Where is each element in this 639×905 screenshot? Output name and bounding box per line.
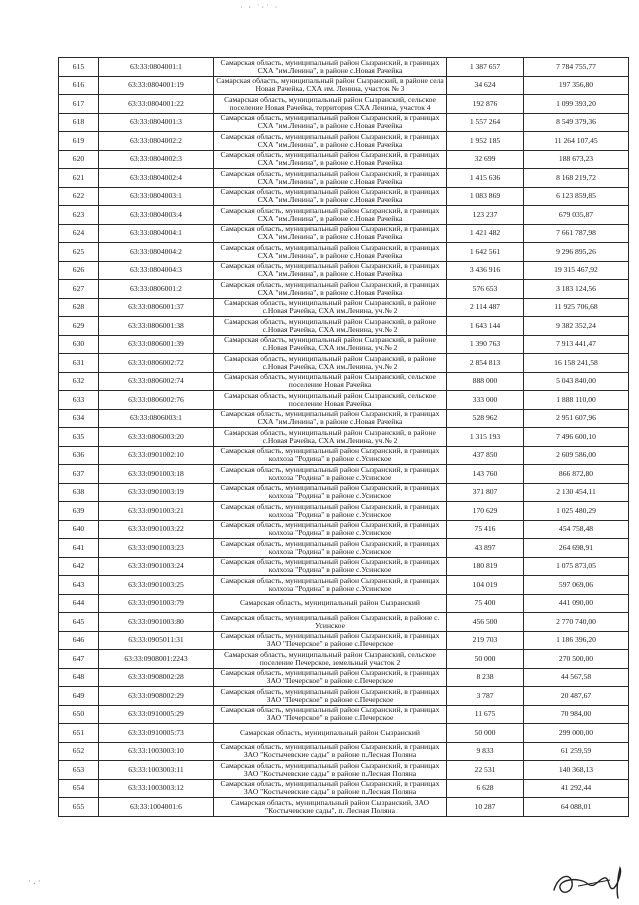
row-number-cell: 643	[59, 576, 99, 595]
cadastral-value-cell: 188 673,23	[524, 150, 629, 169]
cadastral-value-cell: 7 496 600,10	[524, 428, 629, 447]
area-cell: 143 760	[447, 465, 524, 484]
cadastral-number-cell: 63:33:0804001:1	[99, 58, 214, 77]
cadastral-number-cell: 63:33:0901003:23	[99, 539, 214, 558]
area-cell: 1 952 185	[447, 132, 524, 151]
table-row	[59, 520, 629, 539]
address-cell: Самарская область, муниципальный район Сызранский, в границах СХА "им.Ленина", в районе с.Новая Рачейка	[214, 58, 447, 77]
cadastral-number-cell: 63:33:0806003:1	[99, 409, 214, 428]
table-row	[59, 483, 629, 502]
cadastral-value-cell: 197 356,80	[524, 76, 629, 95]
area-cell: 1 387 657	[447, 58, 524, 77]
cadastral-number-cell: 63:33:0806001:39	[99, 335, 214, 354]
address-cell: Самарская область, муниципальный район Сызранский, сельское поселение Печерское, земельный участок 2	[214, 650, 447, 669]
cadastral-value-cell: 2 609 586,00	[524, 446, 629, 465]
address-cell: Самарская область, муниципальный район Сызранский, в границах СХА "им.Ленина", в районе с.Новая Рачейка	[214, 187, 447, 206]
cadastral-value-cell: 6 123 859,85	[524, 187, 629, 206]
cadastral-number-cell: 63:33:0804004:1	[99, 224, 214, 243]
cadastral-number-cell: 63:33:1004001:6	[99, 798, 214, 817]
table-row	[59, 58, 629, 77]
row-number-cell: 619	[59, 132, 99, 151]
scan-artifacts: · ⸱ ˙·˙ ·	[240, 3, 280, 12]
row-number-cell: 630	[59, 335, 99, 354]
table-row	[59, 613, 629, 632]
address-cell: Самарская область, муниципальный район Сызранский, в границах колхоза "Родина" в районе с.Усинское	[214, 502, 447, 521]
area-cell: 6 628	[447, 779, 524, 798]
area-cell: 192 876	[447, 95, 524, 114]
cadastral-number-cell: 63:33:0901003:21	[99, 502, 214, 521]
address-cell: Самарская область, муниципальный район Сызранский, в границах СХА "им.Ленина", в районе с.Новая Рачейка	[214, 132, 447, 151]
table-row	[59, 76, 629, 95]
table-row	[59, 687, 629, 706]
address-cell: Самарская область, муниципальный район Сызранский, в границах СХА "им.Ленина", в районе с.Новая Рачейка	[214, 243, 447, 262]
row-number-cell: 624	[59, 224, 99, 243]
address-cell: Самарская область, муниципальный район Сызранский, в границах колхоза "Родина" в районе с.Усинское	[214, 576, 447, 595]
cadastral-value-cell: 1 099 393,20	[524, 95, 629, 114]
area-cell: 9 833	[447, 742, 524, 761]
cadastral-value-cell: 1 025 480,29	[524, 502, 629, 521]
table-row	[59, 742, 629, 761]
row-number-cell: 648	[59, 668, 99, 687]
address-cell: Самарская область, муниципальный район Сызранский, в границах СХА "им.Ленина", в районе с.Новая Рачейка	[214, 261, 447, 280]
cadastral-number-cell: 63:33:1003003:10	[99, 742, 214, 761]
table-row	[59, 409, 629, 428]
row-number-cell: 652	[59, 742, 99, 761]
area-cell: 1 643 144	[447, 317, 524, 336]
area-cell: 75 416	[447, 520, 524, 539]
row-number-cell: 644	[59, 594, 99, 613]
table-row	[59, 557, 629, 576]
area-cell: 22 531	[447, 761, 524, 780]
address-cell: Самарская область, муниципальный район Сызранский, в границах ЗАО "Печерское" в районе с.Печерское	[214, 687, 447, 706]
area-cell: 50 000	[447, 724, 524, 743]
cadastral-number-cell: 63:33:0905011:31	[99, 631, 214, 650]
cadastral-value-cell: 264 698,91	[524, 539, 629, 558]
cadastral-number-cell: 63:33:0804004:2	[99, 243, 214, 262]
area-cell: 10 287	[447, 798, 524, 817]
row-number-cell: 647	[59, 650, 99, 669]
cadastral-value-cell: 597 069,06	[524, 576, 629, 595]
address-cell: Самарская область, муниципальный район Сызранский, в районе с. Усинское	[214, 613, 447, 632]
cadastral-number-cell: 63:33:0804004:3	[99, 261, 214, 280]
row-number-cell: 631	[59, 354, 99, 373]
row-number-cell: 635	[59, 428, 99, 447]
table-row	[59, 594, 629, 613]
scan-artifacts-bottom: · . ·	[28, 876, 41, 886]
cadastral-value-cell: 7 661 787,98	[524, 224, 629, 243]
address-cell: Самарская область, муниципальный район Сызранский, в районе с.Новая Рачейка, СХА им.Ленина, уч.№ 2	[214, 428, 447, 447]
cadastral-value-cell: 140 368,13	[524, 761, 629, 780]
table-row	[59, 798, 629, 817]
row-number-cell: 654	[59, 779, 99, 798]
address-cell: Самарская область, муниципальный район Сызранский, в границах СХА "им.Ленина", в районе с.Новая Рачейка	[214, 224, 447, 243]
address-cell: Самарская область, муниципальный район Сызранский, в границах колхоза "Родина" в районе с.Усинское	[214, 483, 447, 502]
table-body	[59, 58, 629, 817]
cadastral-value-cell: 270 500,00	[524, 650, 629, 669]
cadastral-value-cell: 1 075 873,05	[524, 557, 629, 576]
row-number-cell: 655	[59, 798, 99, 817]
cadastral-number-cell: 63:33:0901003:79	[99, 594, 214, 613]
address-cell: Самарская область, муниципальный район Сызранский, в границах ЗАО "Костычевские сады" в районе п.Лесная Поляна	[214, 779, 447, 798]
cadastral-number-cell: 63:33:0806002:72	[99, 354, 214, 373]
cadastral-value-cell: 64 088,01	[524, 798, 629, 817]
area-cell: 34 624	[447, 76, 524, 95]
cadastral-value-cell: 1 186 396,20	[524, 631, 629, 650]
row-number-cell: 641	[59, 539, 99, 558]
address-cell: Самарская область, муниципальный район Сызранский, в границах ЗАО "Печерское" в районе с.Печерское	[214, 631, 447, 650]
area-cell: 219 703	[447, 631, 524, 650]
cadastral-value-cell: 454 758,48	[524, 520, 629, 539]
cadastral-value-cell: 70 984,00	[524, 705, 629, 724]
cadastral-number-cell: 63:33:0806003:20	[99, 428, 214, 447]
cadastral-number-cell: 63:33:0804002:3	[99, 150, 214, 169]
table-row	[59, 631, 629, 650]
table-row	[59, 243, 629, 262]
row-number-cell: 615	[59, 58, 99, 77]
area-cell: 576 653	[447, 280, 524, 299]
area-cell: 8 238	[447, 668, 524, 687]
address-cell: Самарская область, муниципальный район Сызранский, в районе с.Новая Рачейка, СХА им.Ленина, уч.№ 2	[214, 298, 447, 317]
row-number-cell: 626	[59, 261, 99, 280]
area-cell: 437 850	[447, 446, 524, 465]
area-cell: 3 787	[447, 687, 524, 706]
table-row	[59, 298, 629, 317]
area-cell: 50 000	[447, 650, 524, 669]
address-cell: Самарская область, муниципальный район Сызранский, в границах СХА "им.Ленина", в районе с.Новая Рачейка	[214, 150, 447, 169]
cadastral-number-cell: 63:33:0804001:3	[99, 113, 214, 132]
table-row	[59, 724, 629, 743]
handwritten-signature	[548, 862, 630, 902]
address-cell: Самарская область, муниципальный район Сызранский, в границах колхоза "Родина" в районе с.Усинское	[214, 465, 447, 484]
table-row	[59, 446, 629, 465]
land-plots-table	[58, 57, 629, 817]
row-number-cell: 622	[59, 187, 99, 206]
table-row	[59, 280, 629, 299]
cadastral-number-cell: 63:33:0908002:28	[99, 668, 214, 687]
cadastral-number-cell: 63:33:0901003:22	[99, 520, 214, 539]
cadastral-value-cell: 20 487,67	[524, 687, 629, 706]
area-cell: 1 083 869	[447, 187, 524, 206]
cadastral-number-cell: 63:33:0804003:4	[99, 206, 214, 225]
area-cell: 1 557 264	[447, 113, 524, 132]
area-cell: 1 390 763	[447, 335, 524, 354]
cadastral-value-cell: 8 168 219,72	[524, 169, 629, 188]
cadastral-number-cell: 63:33:0806002:74	[99, 372, 214, 391]
cadastral-number-cell: 63:33:0806001:2	[99, 280, 214, 299]
cadastral-number-cell: 63:33:0804002:4	[99, 169, 214, 188]
table-row	[59, 391, 629, 410]
cadastral-number-cell: 63:33:0901003:80	[99, 613, 214, 632]
cadastral-number-cell: 63:33:0806001:37	[99, 298, 214, 317]
cadastral-value-cell: 7 784 755,77	[524, 58, 629, 77]
area-cell: 170 629	[447, 502, 524, 521]
table-row	[59, 779, 629, 798]
row-number-cell: 616	[59, 76, 99, 95]
cadastral-number-cell: 63:33:0804003:1	[99, 187, 214, 206]
cadastral-number-cell: 63:33:1003003:11	[99, 761, 214, 780]
table-row	[59, 650, 629, 669]
table-row	[59, 95, 629, 114]
table-row	[59, 317, 629, 336]
table-row	[59, 206, 629, 225]
cadastral-value-cell: 5 043 840,00	[524, 372, 629, 391]
cadastral-number-cell: 63:33:0901002:10	[99, 446, 214, 465]
address-cell: Самарская область, муниципальный район Сызранский, в границах ЗАО "Костычевские сады" в районе п.Лесная Поляна	[214, 761, 447, 780]
area-cell: 104 019	[447, 576, 524, 595]
row-number-cell: 620	[59, 150, 99, 169]
address-cell: Самарская область, муниципальный район Сызранский, в границах СХА "им.Ленина", в районе с.Новая Рачейка	[214, 280, 447, 299]
cadastral-value-cell: 9 296 895,26	[524, 243, 629, 262]
table-row	[59, 150, 629, 169]
area-cell: 371 807	[447, 483, 524, 502]
address-cell: Самарская область, муниципальный район Сызранский, сельское поселение Новая Рачейка	[214, 391, 447, 410]
row-number-cell: 642	[59, 557, 99, 576]
table-row	[59, 224, 629, 243]
table-row	[59, 113, 629, 132]
cadastral-value-cell: 19 315 467,92	[524, 261, 629, 280]
area-cell: 1 421 482	[447, 224, 524, 243]
table-row	[59, 372, 629, 391]
table-row	[59, 428, 629, 447]
cadastral-value-cell: 3 183 124,56	[524, 280, 629, 299]
area-cell: 1 415 636	[447, 169, 524, 188]
cadastral-value-cell: 11 925 706,68	[524, 298, 629, 317]
cadastral-value-cell: 8 549 379,36	[524, 113, 629, 132]
table-row	[59, 539, 629, 558]
table-row	[59, 169, 629, 188]
cadastral-number-cell: 63:33:1003003:12	[99, 779, 214, 798]
cadastral-number-cell: 63:33:0806002:76	[99, 391, 214, 410]
address-cell: Самарская область, муниципальный район Сызранский, в районе с.Новая Рачейка, СХА им.Ленина, уч.№ 2	[214, 317, 447, 336]
cadastral-number-cell: 63:33:0901003:24	[99, 557, 214, 576]
area-cell: 3 436 916	[447, 261, 524, 280]
cadastral-number-cell: 63:33:0910005:29	[99, 705, 214, 724]
area-cell: 75 400	[447, 594, 524, 613]
address-cell: Самарская область, муниципальный район Сызранский, в границах колхоза "Родина" в районе с.Усинское	[214, 520, 447, 539]
cadastral-value-cell: 11 264 107,45	[524, 132, 629, 151]
address-cell: Самарская область, муниципальный район Сызранский, в границах ЗАО "Печерское" в районе с.Печерское	[214, 668, 447, 687]
cadastral-value-cell: 7 913 441,47	[524, 335, 629, 354]
cadastral-value-cell: 2 130 454,11	[524, 483, 629, 502]
address-cell: Самарская область, муниципальный район Сызранский, сельское поселение Новая Рачейка	[214, 372, 447, 391]
address-cell: Самарская область, муниципальный район Сызранский	[214, 724, 447, 743]
address-cell: Самарская область, муниципальный район Сызранский, в границах ЗАО "Печерское" в районе с.Печерское	[214, 705, 447, 724]
address-cell: Самарская область, муниципальный район Сызранский, в районе села Новая Рачейка, СХА им. Ленина, участок № 3	[214, 76, 447, 95]
address-cell: Самарская область, муниципальный район Сызранский, сельское поселение Новая Рачейка, территория СХА Ленина, участок 4	[214, 95, 447, 114]
row-number-cell: 653	[59, 761, 99, 780]
table-row	[59, 261, 629, 280]
row-number-cell: 627	[59, 280, 99, 299]
cadastral-number-cell: 63:33:0901003:25	[99, 576, 214, 595]
row-number-cell: 632	[59, 372, 99, 391]
table-row	[59, 465, 629, 484]
row-number-cell: 637	[59, 465, 99, 484]
cadastral-number-cell: 63:33:0901003:18	[99, 465, 214, 484]
table-row	[59, 576, 629, 595]
table-row	[59, 354, 629, 373]
cadastral-number-cell: 63:33:0901003:19	[99, 483, 214, 502]
row-number-cell: 639	[59, 502, 99, 521]
address-cell: Самарская область, муниципальный район Сызранский, в границах СХА "им.Ленина", в районе с.Новая Рачейка	[214, 113, 447, 132]
row-number-cell: 646	[59, 631, 99, 650]
table-row	[59, 668, 629, 687]
area-cell: 2 114 487	[447, 298, 524, 317]
area-cell: 2 854 813	[447, 354, 524, 373]
row-number-cell: 617	[59, 95, 99, 114]
area-cell: 32 699	[447, 150, 524, 169]
cadastral-value-cell: 679 035,87	[524, 206, 629, 225]
table-row	[59, 705, 629, 724]
area-cell: 456 500	[447, 613, 524, 632]
area-cell: 123 237	[447, 206, 524, 225]
row-number-cell: 618	[59, 113, 99, 132]
row-number-cell: 649	[59, 687, 99, 706]
row-number-cell: 638	[59, 483, 99, 502]
area-cell: 180 819	[447, 557, 524, 576]
cadastral-number-cell: 63:33:0910005:73	[99, 724, 214, 743]
area-cell: 1 315 193	[447, 428, 524, 447]
address-cell: Самарская область, муниципальный район Сызранский, в районе с.Новая Рачейка, СХА им.Ленина, уч.№ 2	[214, 354, 447, 373]
address-cell: Самарская область, муниципальный район Сызранский, в районе с.Новая Рачейка, СХА им.Ленина, уч.№ 2	[214, 335, 447, 354]
cadastral-number-cell: 63:33:0804001:19	[99, 76, 214, 95]
cadastral-value-cell: 1 888 110,00	[524, 391, 629, 410]
cadastral-number-cell: 63:33:0908002:29	[99, 687, 214, 706]
cadastral-value-cell: 2 951 607,96	[524, 409, 629, 428]
cadastral-value-cell: 61 259,59	[524, 742, 629, 761]
row-number-cell: 636	[59, 446, 99, 465]
cadastral-number-cell: 63:33:0806001:38	[99, 317, 214, 336]
row-number-cell: 629	[59, 317, 99, 336]
area-cell: 11 675	[447, 705, 524, 724]
area-cell: 528 962	[447, 409, 524, 428]
table-row	[59, 132, 629, 151]
area-cell: 43 897	[447, 539, 524, 558]
address-cell: Самарская область, муниципальный район Сызранский, в границах колхоза "Родина" в районе с.Усинское	[214, 446, 447, 465]
table-row	[59, 187, 629, 206]
row-number-cell: 628	[59, 298, 99, 317]
address-cell: Самарская область, муниципальный район Сызранский, в границах СХА "им.Ленина", в районе с.Новая Рачейка	[214, 206, 447, 225]
cadastral-number-cell: 63:33:0908001:2243	[99, 650, 214, 669]
table-row	[59, 761, 629, 780]
row-number-cell: 621	[59, 169, 99, 188]
address-cell: Самарская область, муниципальный район Сызранский, ЗАО "Костычевские сады", п. Лесная Поляна	[214, 798, 447, 817]
table-row	[59, 335, 629, 354]
area-cell: 333 000	[447, 391, 524, 410]
address-cell: Самарская область, муниципальный район Сызранский, в границах колхоза "Родина" в районе с.Усинское	[214, 539, 447, 558]
row-number-cell: 625	[59, 243, 99, 262]
cadastral-value-cell: 299 000,00	[524, 724, 629, 743]
cadastral-value-cell: 44 567,58	[524, 668, 629, 687]
cadastral-value-cell: 9 382 352,24	[524, 317, 629, 336]
cadastral-value-cell: 2 770 740,00	[524, 613, 629, 632]
row-number-cell: 634	[59, 409, 99, 428]
address-cell: Самарская область, муниципальный район Сызранский, в границах ЗАО "Костычевские сады" в районе п.Лесная Поляна	[214, 742, 447, 761]
cadastral-value-cell: 41 292,44	[524, 779, 629, 798]
row-number-cell: 640	[59, 520, 99, 539]
cadastral-number-cell: 63:33:0804001:22	[99, 95, 214, 114]
row-number-cell: 650	[59, 705, 99, 724]
row-number-cell: 633	[59, 391, 99, 410]
table-row	[59, 502, 629, 521]
address-cell: Самарская область, муниципальный район Сызранский, в границах СХА "им.Ленина", в районе с.Новая Рачейка	[214, 169, 447, 188]
address-cell: Самарская область, муниципальный район Сызранский, в границах колхоза "Родина" в районе с.Усинское	[214, 557, 447, 576]
row-number-cell: 645	[59, 613, 99, 632]
row-number-cell: 651	[59, 724, 99, 743]
cadastral-value-cell: 866 872,80	[524, 465, 629, 484]
cadastral-number-cell: 63:33:0804002:2	[99, 132, 214, 151]
area-cell: 1 642 561	[447, 243, 524, 262]
cadastral-value-cell: 16 158 241,58	[524, 354, 629, 373]
address-cell: Самарская область, муниципальный район Сызранский	[214, 594, 447, 613]
cadastral-value-cell: 441 090,00	[524, 594, 629, 613]
address-cell: Самарская область, муниципальный район Сызранский, в границах СХА "им.Ленина", в районе с.Новая Рачейка	[214, 409, 447, 428]
row-number-cell: 623	[59, 206, 99, 225]
area-cell: 888 000	[447, 372, 524, 391]
